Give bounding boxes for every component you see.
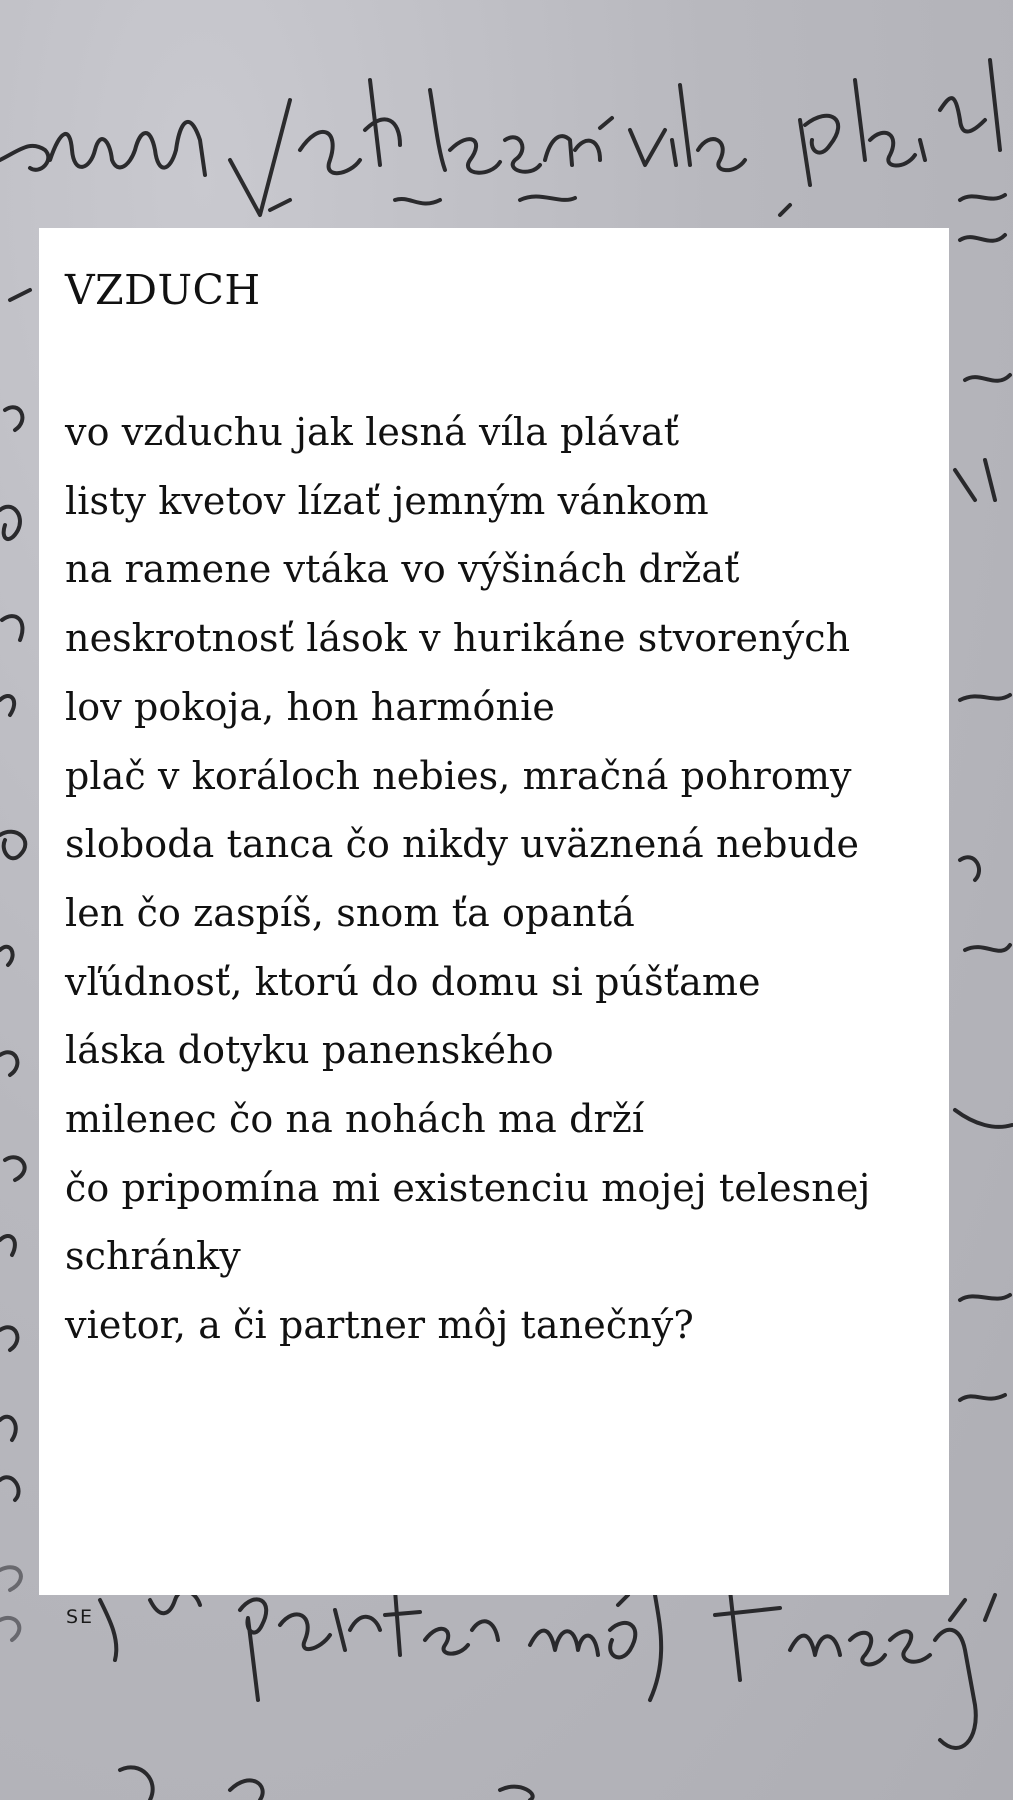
poem-lines (65, 398, 945, 1360)
poem-line: na ramene vtáka vo výšinách držať (65, 547, 740, 592)
poem-line: neskrotnosť lások v hurikáne stvorených (65, 616, 851, 661)
poem-title: VZDUCH (65, 266, 261, 314)
poem-line: milenec čo na nohách ma drží (65, 1097, 645, 1142)
poem-line: vľúdnosť, ktorú do domu si púšťame (65, 959, 761, 1004)
poem-line: čo pripomína mi existenciu mojej telesnej (65, 1165, 871, 1210)
poem-line: vo vzduchu jak lesná víla plávať (65, 410, 680, 454)
poem-line: lov pokoja, hon harmónie (65, 684, 555, 729)
poem-line: schránky (65, 1234, 241, 1279)
poem-line: vietor, a či partner môj tanečný? (65, 1303, 694, 1348)
poem-line: len čo zaspíš, snom ťa opantá (65, 890, 635, 935)
poem-line: plač v koráloch nebies, mračná pohromy (65, 753, 852, 798)
poem-card (39, 228, 949, 1595)
author-signature: SE (66, 1606, 95, 1628)
poem-line: sloboda tanca čo nikdy uväznená nebude (65, 822, 860, 867)
poem-line: listy kvetov lízať jemným vánkom (65, 478, 709, 523)
poem-line: láska dotyku panenského (65, 1028, 554, 1073)
